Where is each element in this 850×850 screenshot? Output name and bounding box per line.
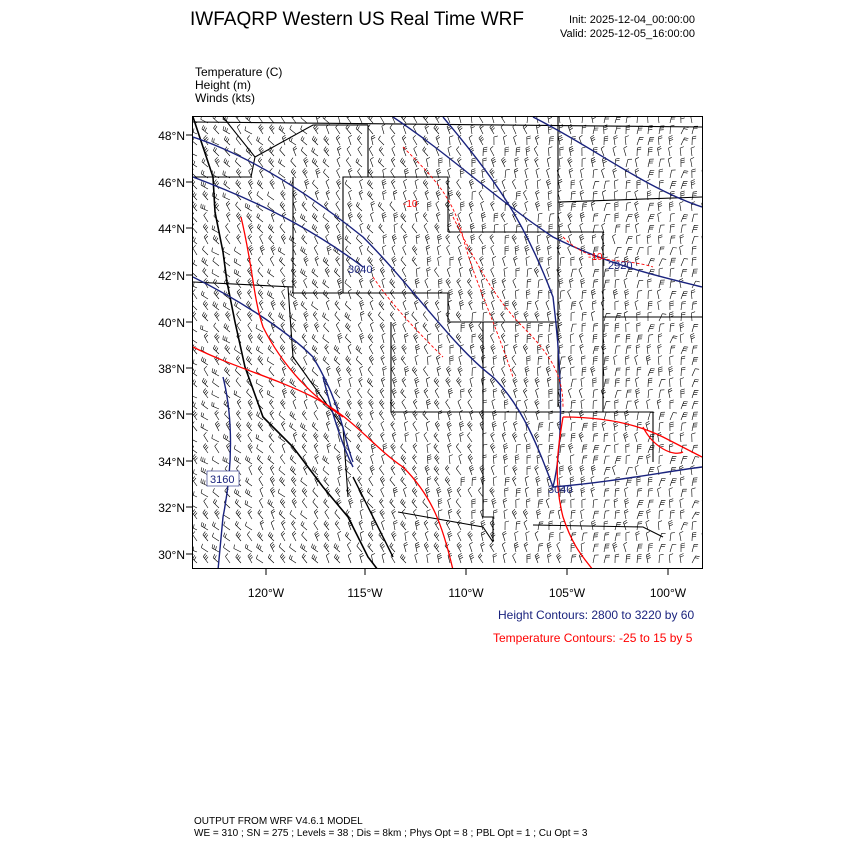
- lat-label: 44°N: [158, 222, 185, 236]
- field-temperature: Temperature (C): [195, 65, 283, 79]
- lat-label: 42°N: [158, 269, 185, 283]
- lon-label: 120°W: [247, 586, 285, 600]
- lat-label: 48°N: [158, 129, 185, 143]
- height-label: 3040: [548, 484, 573, 496]
- lon-label: 100°W: [649, 586, 687, 600]
- model-footer: OUTPUT FROM WRF V4.6.1 MODEL: [194, 816, 363, 827]
- lat-label: 36°N: [158, 408, 185, 422]
- lat-label: 46°N: [158, 176, 185, 190]
- temperature-contours-legend: Temperature Contours: -25 to 15 by 5: [493, 631, 693, 645]
- lon-label: 115°W: [347, 586, 383, 600]
- init-time: Init: 2025-12-04_00:00:00: [569, 14, 695, 26]
- lat-label: 30°N: [158, 548, 185, 562]
- height-label: 2920: [608, 260, 633, 272]
- height-label: 3040: [348, 264, 373, 276]
- lat-label: 32°N: [158, 501, 185, 515]
- lat-label: 40°N: [158, 316, 185, 330]
- field-height: Height (m): [195, 78, 252, 92]
- lon-label: 105°W: [548, 586, 586, 600]
- temperature-label: -10: [588, 252, 603, 263]
- valid-time: Valid: 2025-12-05_16:00:00: [560, 28, 695, 40]
- field-winds: Winds (kts): [195, 91, 255, 105]
- height-contours-legend: Height Contours: 2800 to 3220 by 60: [498, 608, 695, 622]
- temperature-label: -10: [403, 199, 418, 210]
- lon-label: 110°W: [448, 586, 484, 600]
- map-title: IWFAQRP Western US Real Time WRF: [190, 9, 524, 30]
- lat-label: 38°N: [158, 362, 185, 376]
- height-label: 3160: [210, 474, 235, 486]
- model-config: WE = 310 ; SN = 275 ; Levels = 38 ; Dis = 8km ; Phys Opt = 8 ; PBL Opt = 1 ; Cu Opt = 3: [194, 828, 588, 839]
- lat-label: 34°N: [158, 455, 185, 469]
